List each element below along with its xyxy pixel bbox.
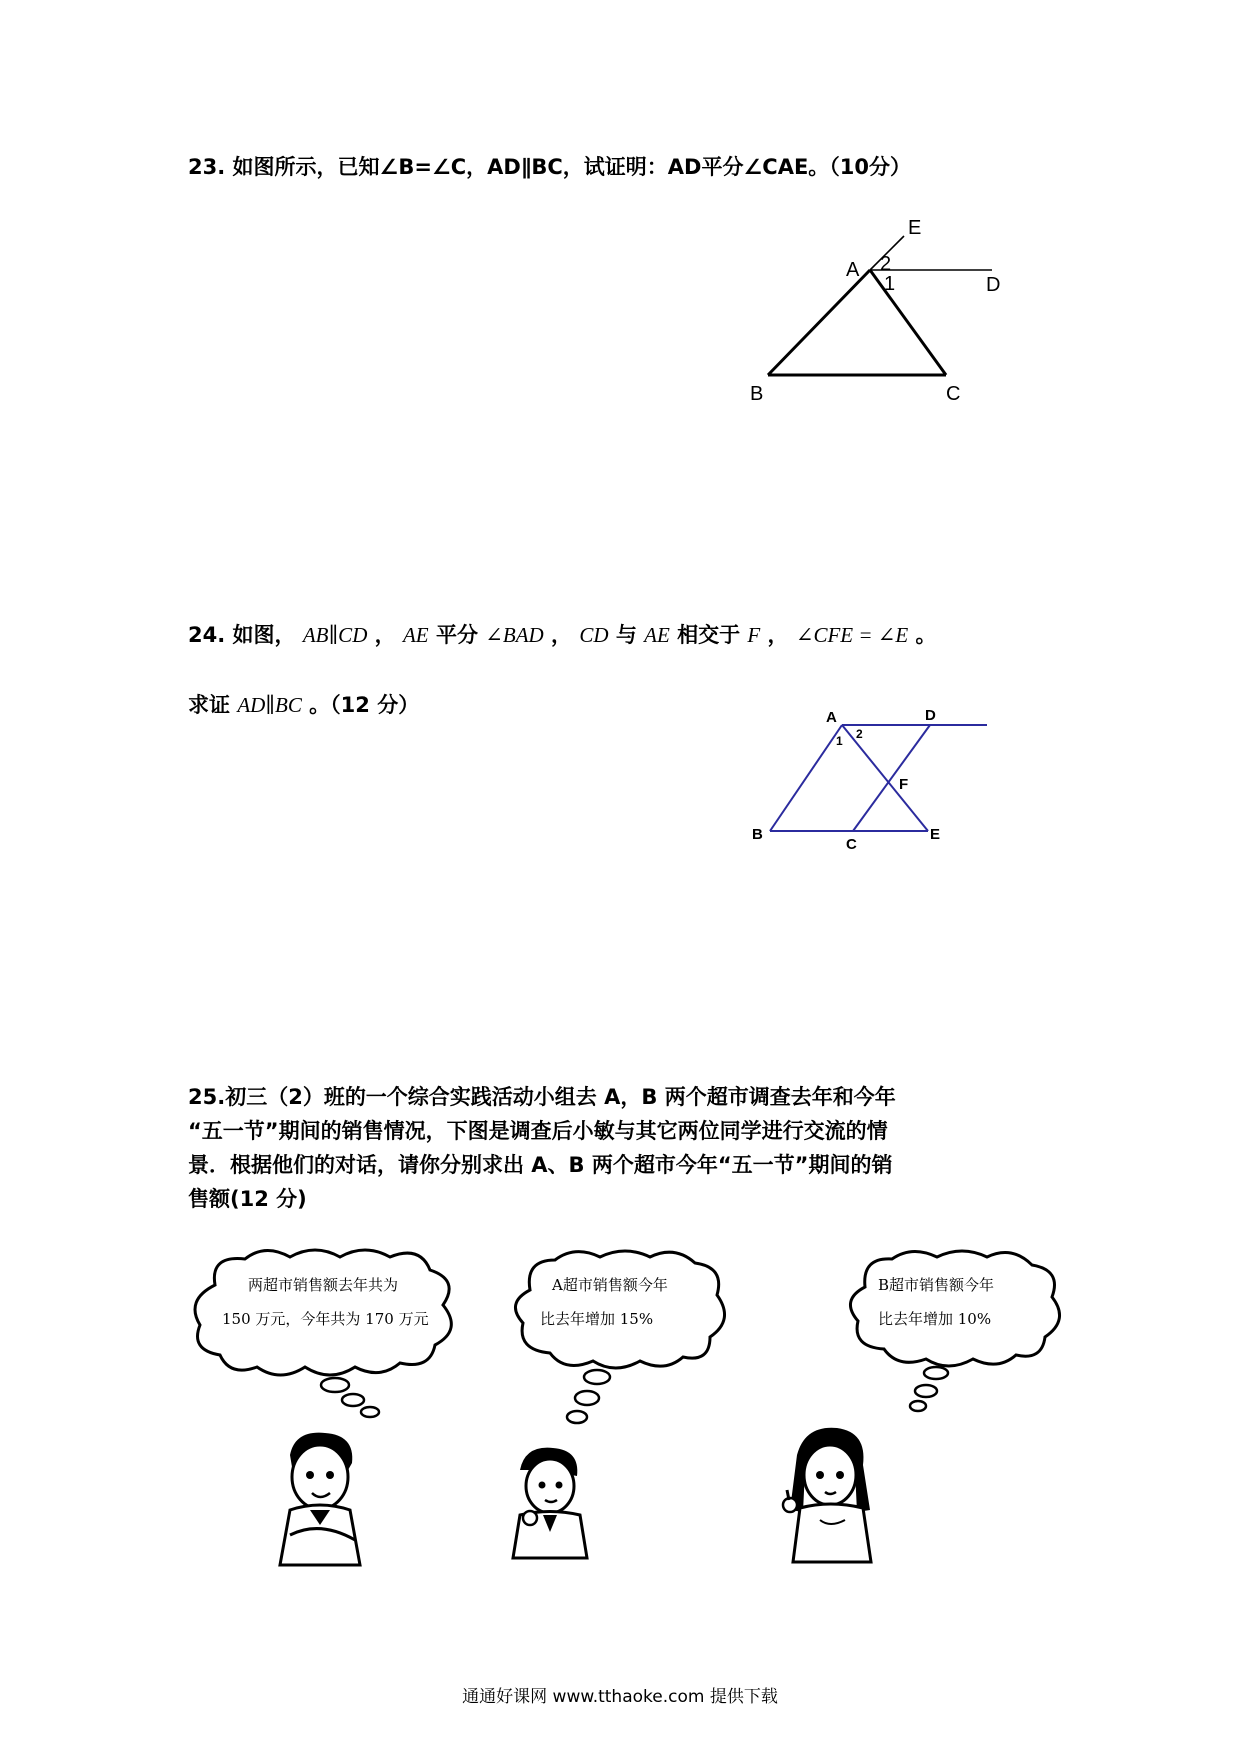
q23-label-e: E	[908, 217, 922, 239]
q24-word-prove: 求证	[188, 693, 230, 717]
student-girl-illustration	[775, 1420, 885, 1565]
q24-math-5: AE	[644, 623, 670, 647]
q24-line-ab	[770, 725, 842, 831]
q24-label-2: 2	[856, 727, 863, 741]
q23-label-d: D	[986, 274, 1001, 296]
q24-math-7: ∠CFE = ∠E	[795, 623, 909, 647]
q24-label-1: 1	[836, 734, 843, 748]
q24-label-c: C	[846, 836, 857, 853]
q24-math-prove: AD∥BC	[237, 693, 302, 717]
q25-line-4: 售额(12 分)	[188, 1187, 307, 1211]
q24-label-a: A	[826, 709, 837, 726]
q24-math-2: AE	[402, 623, 429, 647]
q25-line-2: “五一节”期间的销售情况，下图是调查后小敏与其它两位同学进行交流的情	[188, 1119, 888, 1143]
q24-math-1: AB∥CD	[302, 623, 368, 647]
q23-label-a: A	[846, 259, 860, 281]
q23-line-ab	[768, 270, 870, 375]
bubble-3-line-2: 比去年增加 10%	[878, 1310, 992, 1328]
q24-math-4: CD	[579, 623, 609, 647]
bubble-2-line-2: 比去年增加 15%	[540, 1310, 654, 1328]
q24-end: 。	[915, 623, 937, 647]
q23-line-ac	[870, 270, 946, 375]
q24-sep-1: ，	[374, 623, 396, 647]
q23-figure	[740, 200, 1020, 410]
student-boy-1-illustration	[270, 1425, 370, 1570]
q23-label-c: C	[946, 383, 961, 405]
student-boy-2-illustration	[505, 1440, 595, 1560]
q24-label-b: B	[752, 826, 763, 843]
bubble-2-text	[540, 1268, 720, 1336]
footer-text: 通通好课网 www.tthaoke.com 提供下载	[462, 1687, 778, 1707]
q24-word-2: 平分	[435, 623, 478, 647]
bubble-1-text	[222, 1268, 452, 1336]
q25-line-3: 景．根据他们的对话，请你分别求出 A、B 两个超市今年“五一节”期间的销	[188, 1153, 893, 1177]
q24-sep-3: ，	[767, 623, 789, 647]
q23-label-b: B	[750, 383, 764, 405]
q24-label-d: D	[925, 707, 936, 724]
q24-figure	[740, 700, 1000, 860]
q24-math-3: ∠BAD	[485, 623, 544, 647]
bubble-2-line-1: A超市销售额今年	[552, 1276, 668, 1294]
bubble-1-line-2: 150 万元，今年共为 170 万元	[222, 1310, 429, 1328]
q24-sep-2: ，	[551, 623, 572, 647]
q24-points: 。（12 分）	[309, 693, 420, 717]
q24-label-f: F	[899, 776, 909, 793]
q25-line-1: 25.初三（2）班的一个综合实践活动小组去 A，B 两个超市调查去年和今年	[188, 1085, 896, 1109]
bubble-1-line-1: 两超市销售额去年共为	[248, 1276, 399, 1294]
q23-label-1: 1	[884, 273, 896, 295]
q23-text: 23. 如图所示，已知∠B=∠C，AD∥BC，试证明：AD平分∠CAE。（10分）	[188, 155, 912, 179]
bubble-3-line-1: B超市销售额今年	[878, 1276, 995, 1294]
q23-label-2: 2	[880, 253, 892, 275]
q24-math-6: F	[747, 623, 761, 647]
q24-line-cd	[853, 725, 930, 831]
q24-word-3: 与	[615, 623, 637, 647]
q24-num: 24.	[188, 623, 226, 647]
q24-label-e: E	[930, 826, 941, 843]
q24-line2	[188, 688, 419, 722]
q24-word-4: 相交于	[677, 623, 741, 647]
q24-line-ae	[842, 725, 928, 831]
q24-word-1: 如图，	[232, 623, 296, 647]
bubble-3-text	[878, 1268, 1048, 1336]
q24-line1	[188, 618, 937, 652]
